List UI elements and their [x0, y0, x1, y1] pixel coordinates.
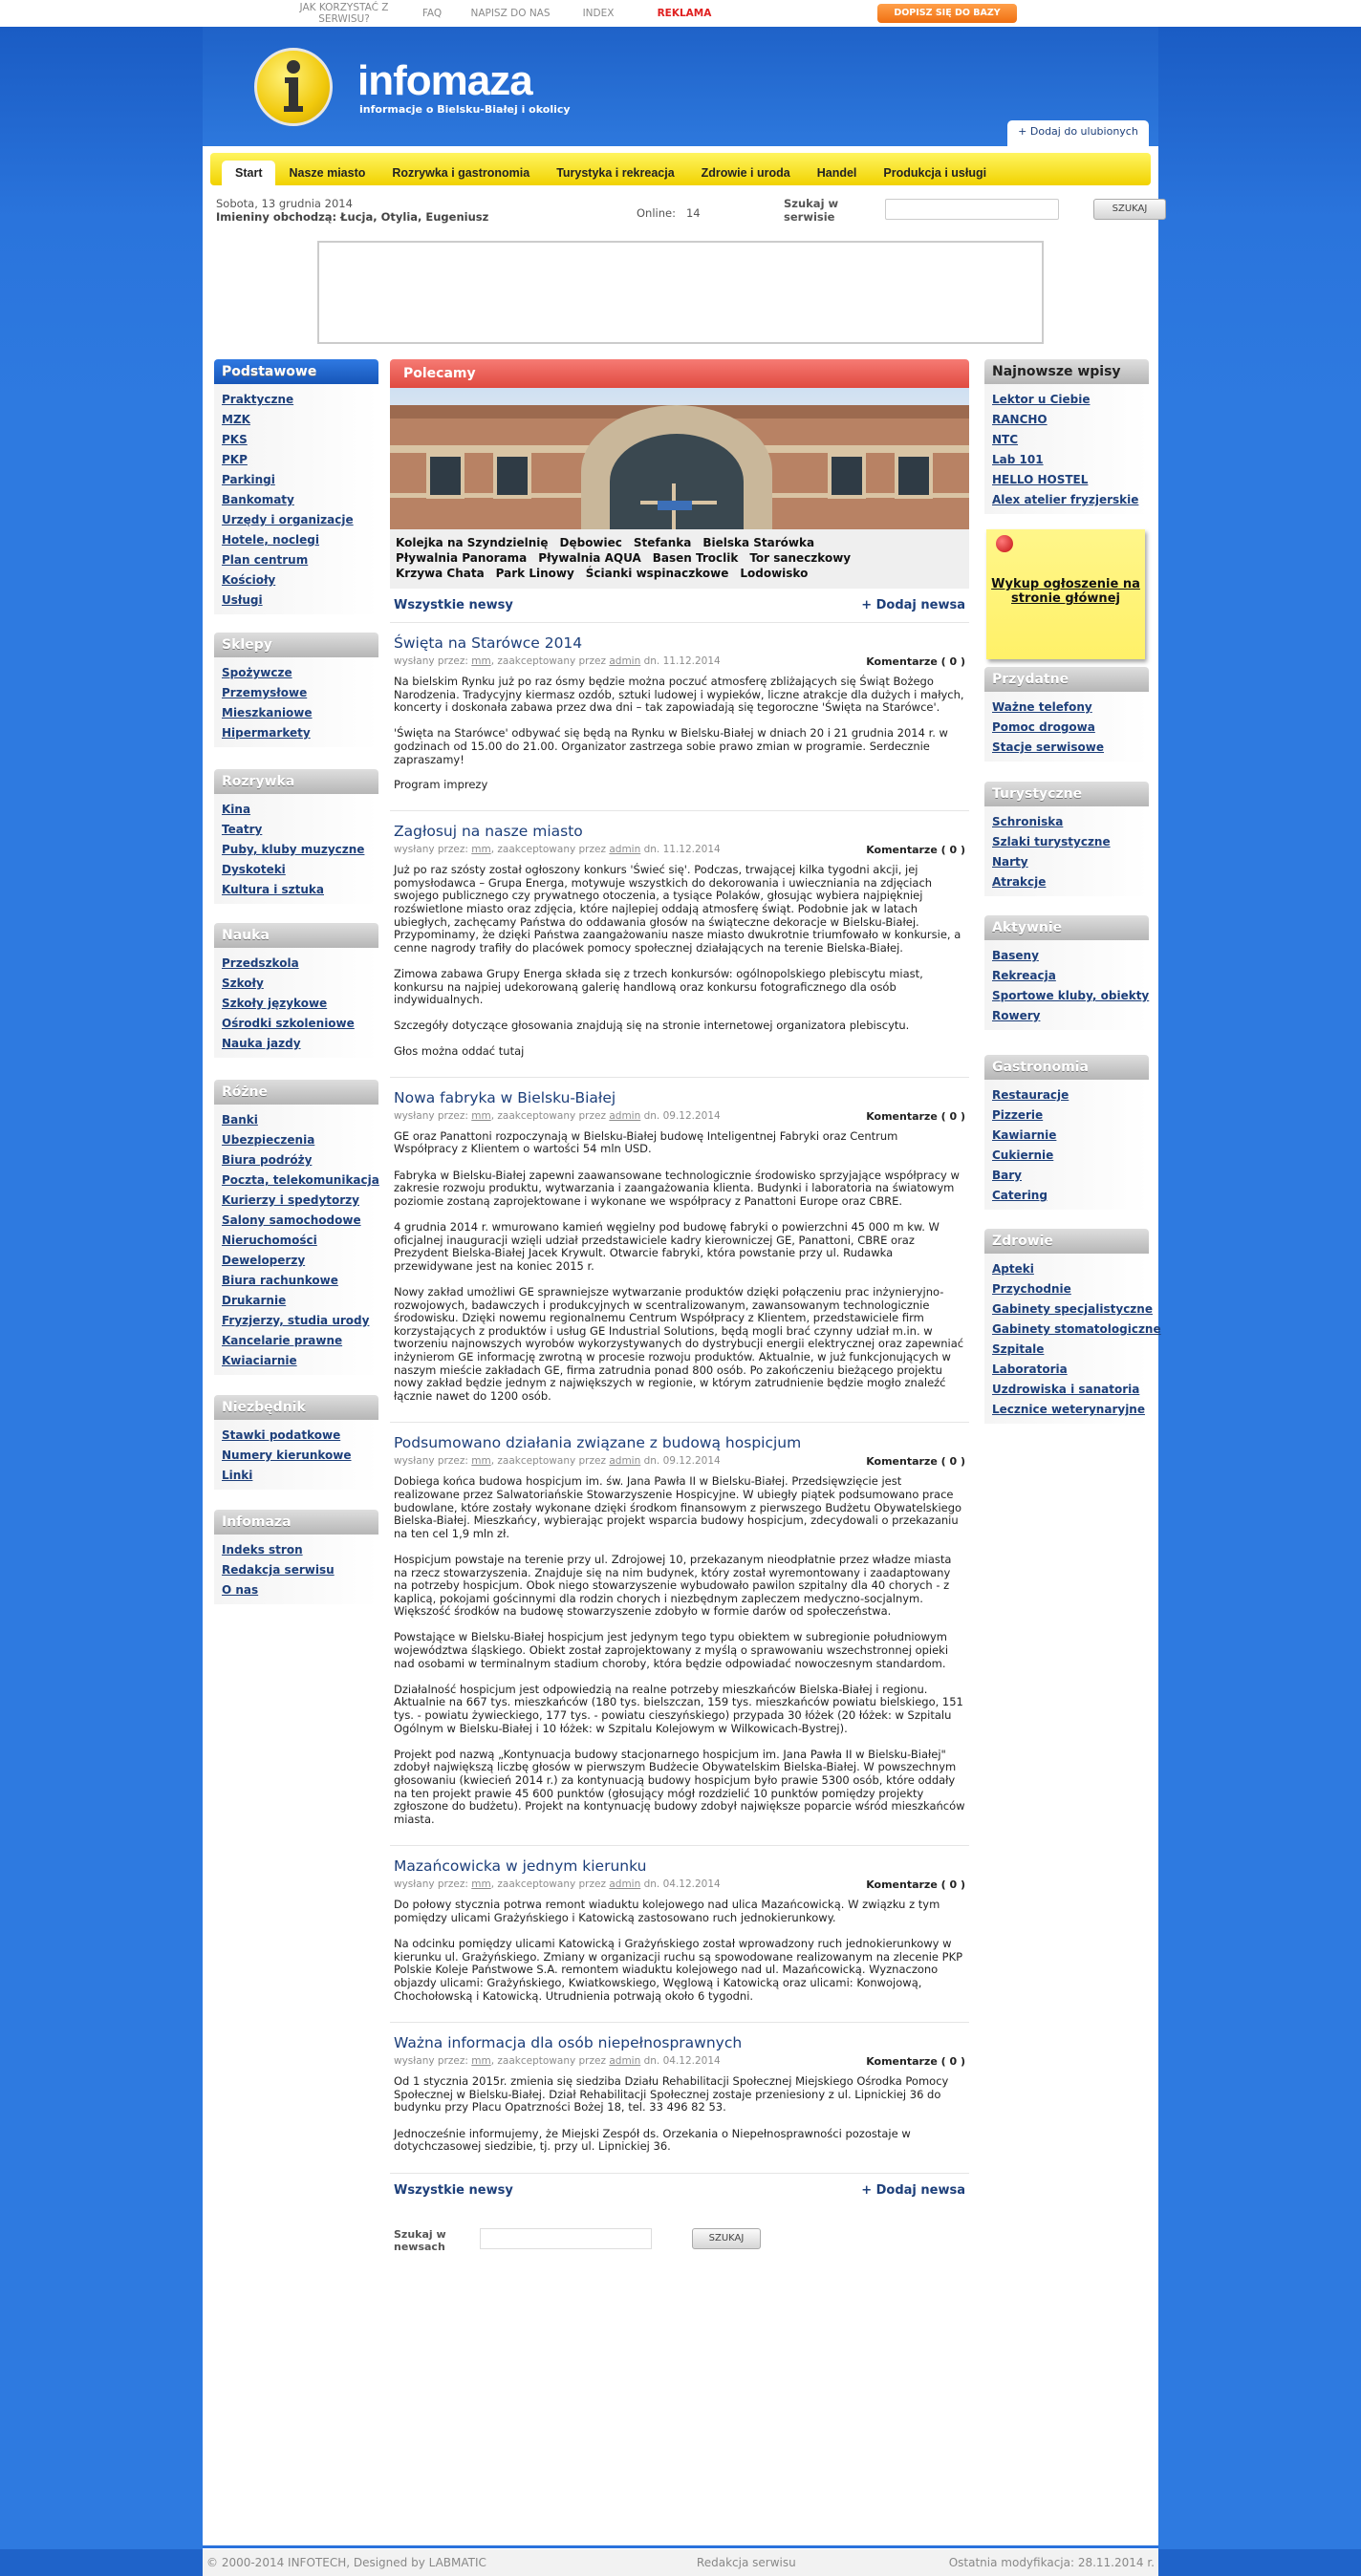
- topnav-contact[interactable]: NAPISZ DO NAS: [470, 8, 551, 19]
- right-link-lab-101[interactable]: Lab 101: [992, 453, 1044, 466]
- news-body: Na bielskim Rynku już po raz ósmy będzie można poczuć atmosferę zbliżających się Świąt Bożego Narodzenia. Tradycyjny kiermasz ozdób, sztuki ludowej i wypieków, liczne atrakcje dla dużych i małych, koncerty i doskonała zabawa przez dwa dni – tak zapowiadają się tegoroczne 'Święta na Starówce'. 'Święta na Starówce' odbywać się będą na Rynku w Bielsku-Białej w dniach 20 i 21 grudnia 2014 r. w godzinach od 15.00 do 21.00. Organizator zastrzega sobie prawo zmian w programie. Serdecznie zapraszamy!: [394, 675, 964, 766]
- polecamy-link-park-linowy[interactable]: Park Linowy: [495, 567, 574, 580]
- right-link-lektor-u-ciebie[interactable]: Lektor u Ciebie: [992, 393, 1091, 406]
- news-author-link[interactable]: mm: [471, 1455, 491, 1468]
- left-link-puby-kluby-muzyczne[interactable]: Puby, kluby muzyczne: [222, 843, 365, 856]
- polecamy-link-debowiec[interactable]: Dębowiec: [559, 536, 622, 549]
- left-link-linki[interactable]: Linki: [222, 1469, 253, 1482]
- right-link-schroniska[interactable]: Schroniska: [992, 815, 1064, 828]
- site-logo-text[interactable]: infomaza: [357, 57, 532, 104]
- left-link-nauka-jazdy[interactable]: Nauka jazdy: [222, 1037, 301, 1050]
- news-search: [390, 2221, 969, 2278]
- right-link-baseny[interactable]: Baseny: [992, 949, 1039, 962]
- right-box-title: Aktywnie: [984, 915, 1149, 940]
- right-box-title: Zdrowie: [984, 1229, 1149, 1254]
- news-meta: wysłany przez: mm, zaakceptowany przez admin dn. 04.12.2014 Komentarze ( 0 ): [394, 1878, 965, 1892]
- news-item: [390, 810, 969, 1077]
- left-link-kultura-i-sztuka[interactable]: Kultura i sztuka: [222, 883, 324, 896]
- left-link-banki[interactable]: Banki: [222, 1113, 258, 1127]
- left-link-koscioly[interactable]: Kościoły: [222, 573, 276, 587]
- right-link-gabinety-specjalistyczne[interactable]: Gabinety specjalistyczne: [992, 1302, 1153, 1316]
- current-date: Sobota, 13 grudnia 2014: [216, 197, 353, 210]
- news-body: Do połowy stycznia potrwa remont wiaduktu kolejowego nad ulica Mazańcowicką. W związku z tym pomiędzy ulicami Grażyńskiego i Katowicką zastosowano ruch jednokierunkowy. Na odcinku pomiędzy ulicami Katowicką i Grażyńskiego został wprowadzony ruch jednokierunkowy w kierunku ul. Grażyńskiego. Zmiany w organizacji ruchu są spowodowane realizowanym na zlecenie PKP Polskie Koleje Państwowe S.A. remontem wiaduktu kolejowego nad ul. Mazańcowicką. Wyznaczono objazdy ulicami: Grażyńskiego, Kwiatkowskiego, Węglową i Katowicką oraz ulicami: Konwojową, Chochołowską i Katowicką. Utrudnienia potrwają około 6 tygodni.: [394, 1898, 963, 2003]
- right-link-pizzerie[interactable]: Pizzerie: [992, 1108, 1044, 1122]
- right-link-kawiarnie[interactable]: Kawiarnie: [992, 1128, 1057, 1142]
- left-link-uslugi[interactable]: Usługi: [222, 593, 263, 607]
- tab-handel[interactable]: Handel: [816, 166, 857, 180]
- news-meta: wysłany przez: mm, zaakceptowany przez admin dn. 11.12.2014 Komentarze ( 0 ): [394, 844, 965, 857]
- left-link-numery-kierunkowe[interactable]: Numery kierunkowe: [222, 1449, 352, 1462]
- left-box-title: Infomaza: [214, 1510, 378, 1535]
- right-link-apteki[interactable]: Apteki: [992, 1262, 1034, 1276]
- right-link-sportowe-kluby-obiekty[interactable]: Sportowe kluby, obiekty: [992, 989, 1150, 1002]
- right-link-szlaki-turystyczne[interactable]: Szlaki turystyczne: [992, 835, 1111, 848]
- left-link-hipermarkety[interactable]: Hipermarkety: [222, 726, 311, 740]
- left-link-kina[interactable]: Kina: [222, 803, 251, 816]
- left-link-poczta-telekomunikacja[interactable]: Poczta, telekomunikacja: [222, 1173, 379, 1187]
- add-news-link-bottom[interactable]: + Dodaj newsa: [861, 2182, 965, 2198]
- news-comments-link[interactable]: Komentarze ( 0 ): [866, 1455, 965, 1469]
- news-admin-link[interactable]: admin: [609, 1109, 641, 1122]
- right-link-wazne-telefony[interactable]: Ważne telefony: [992, 700, 1092, 714]
- right-link-uzdrowiska-i-sanatoria[interactable]: Uzdrowiska i sanatoria: [992, 1383, 1140, 1396]
- news-title[interactable]: Święta na Starówce 2014: [394, 634, 583, 652]
- right-link-alex-atelier-fryzjerskie[interactable]: Alex atelier fryzjerskie: [992, 493, 1139, 506]
- left-link-fryzjerzy-studia-urody[interactable]: Fryzjerzy, studia urody: [222, 1314, 370, 1327]
- right-box-gastronomia: [984, 1055, 1149, 1210]
- add-news-link[interactable]: + Dodaj newsa: [861, 598, 965, 612]
- topnav-index[interactable]: INDEX: [582, 8, 615, 19]
- info-bar: [216, 197, 1149, 227]
- polecamy-links: [390, 529, 969, 589]
- news-body: Już po raz szósty został ogłoszony konkurs 'Świeć się'. Podczas, trwającej kilka tygodni akcji, jej pomysłodawca – Grupa Energa, motywuje wszystkich do dekorowania i uwieczniania na zdjęciach swojego publicznego czy prywatnego otoczenia, a tysiące Polaków, głosując wybiera najpiękniej rozświetlone miasto oraz zdjęcia, które najlepiej oddają atmosferę świąt. Podobnie jak w latach ubiegłych, zachęcamy Państwa do oddawania głosów na świąteczne dekoracje w Bielsku-Białej. Przypominamy, że dzięki Państwa zaangażowaniu nasze miasto dwukrotnie triumfowało w konkursie, a cenne nagrody trafiły do placówek pomocy społecznej działających na terenie Bielska-Białej. Zimowa zabawa Grupy Energa składa się z trzech konkursów: ogólnopolskiego plebiscytu miast, konkursu na najpiej udekorowaną galerię handlową oraz konkursu fotograficznego dla osób indywidualnych. Szczegóły dotyczące głosowania znajdują się na stronie internetowej organizatora plebiscytu.: [394, 863, 961, 1033]
- pin-icon: [996, 535, 1013, 552]
- polecamy-link-bielska-starowka[interactable]: Bielska Starówka: [702, 536, 815, 549]
- news-title[interactable]: Podsumowano działania związane z budową hospicjum: [394, 1434, 802, 1452]
- news-author-link[interactable]: mm: [471, 655, 491, 667]
- right-link-catering[interactable]: Catering: [992, 1189, 1048, 1202]
- left-link-deweloperzy[interactable]: Deweloperzy: [222, 1254, 306, 1267]
- right-box-turystyczne: [984, 782, 1149, 896]
- postit-ad[interactable]: [986, 529, 1145, 659]
- tab-turystyka[interactable]: Turystyka i rekreacja: [556, 166, 675, 180]
- postit-text[interactable]: Wykup ogłoszenie na stronie głównej: [991, 577, 1140, 606]
- news-body: Od 1 stycznia 2015r. zmienia się siedziba Działu Rehabilitacji Społecznej Miejskiego Ośrodka Pomocy Społecznej w Bielsku-Białej. Dział Rehabilitacji Społecznej zostaje przeniesiony z ul. Lipnickiej 36 do budynku przy Placu Opatrzności Bożej 18, tel. 33 496 82 53. Jednocześnie informujemy, że Miejski Zespół ds. Orzekania o Niepełnosprawności pozostaje w dotychczasowej siedzibie, tj. przy ul. Lipnickiej 36.: [394, 2074, 949, 2154]
- news-item: [390, 1077, 969, 1422]
- news-comments-link[interactable]: Komentarze ( 0 ): [866, 1109, 965, 1123]
- footer: [203, 2549, 1158, 2576]
- right-link-gabinety-stomatologiczne[interactable]: Gabinety stomatologiczne: [992, 1322, 1161, 1336]
- left-box-infomaza: [214, 1510, 378, 1604]
- left-link-biura-podrozy[interactable]: Biura podróży: [222, 1153, 313, 1167]
- right-link-rowery[interactable]: Rowery: [992, 1009, 1041, 1022]
- left-link-stawki-podatkowe[interactable]: Stawki podatkowe: [222, 1428, 341, 1442]
- news-search-label: Szukaj w newsach: [394, 2227, 446, 2253]
- news-title[interactable]: Mazańcowicka w jednym kierunku: [394, 1857, 647, 1876]
- polecamy-link-tor-saneczkowy[interactable]: Tor saneczkowy: [749, 551, 852, 565]
- news-title[interactable]: Ważna informacja dla osób niepełnosprawnych: [394, 2034, 743, 2052]
- right-box-title: Przydatne: [984, 667, 1149, 692]
- right-box-title: Turystyczne: [984, 782, 1149, 806]
- left-box-title: Niezbędnik: [214, 1395, 378, 1420]
- news-item: [390, 2022, 969, 2173]
- header: [203, 27, 1158, 146]
- right-link-rekreacja[interactable]: Rekreacja: [992, 969, 1056, 982]
- online-counter: Online: 14: [637, 206, 701, 220]
- left-link-przemyslowe[interactable]: Przemysłowe: [222, 686, 308, 699]
- left-link-osrodki-szkoleniowe[interactable]: Ośrodki szkoleniowe: [222, 1017, 355, 1030]
- right-link-hello-hostel[interactable]: HELLO HOSTEL: [992, 473, 1089, 486]
- news-body: Dobiega końca budowa hospicjum im. św. Jana Pawła II w Bielsku-Białej. Przedsięwzięcie jest realizowane przez Salwatoriańskie Stowarzyszenie Hospicyjne. W ubiegły piątek podsumowano prace budowlane, które zostały wykonane dzięki środkom finansowym z pierwszego Budżetu Obywatelskiego Bielska-Białej. Mieszkańcy, wybierając projekt wsparcia budowy hospicjum, zdecydowali o przekazaniu na ten cel 1,9 mln zł. Hospicjum powstaje na terenie przy ul. Zdrojowej 10, przekazanym nieodpłatnie przez władze miasta na rzecz stowarzyszenia. Znajduje się na nim budynek, który został wyremontowany i zaadaptowany na potrzeby hospicjum. Obok niego stowarzyszenie wybudowało pawilon szpitalny dla 40 chorych - z kaplicą, pokojami gościnnymi dla rodzin chorych i niezbędnym zapleczem medyczno-socjalnym. Większość środków na budowę stowarzyszenie zdobyło w formie darów od społeczeństwa. Powstające w Bielsku-Białej hospicjum jest jedynym tego typu obiektem w subregionie południowym województwa śląskiego. Obiekt został zaprojektowany z myślą o sprawowaniu wszechstronnej opieki nad osobami w terminalnym stadium choroby, która będzie odpowiadać nowoczesnym standardom. Działalność hospicjum jest odpowiedzią na realne potrzeby mieszkańców Bielska-Białej i regionu. Aktualnie na 667 tys. mieszkańców (180 tys. bielszczan, 159 tys. mieszkańców powiatu bielskiego, 151 tys. - powiatu żywieckiego, 177 tys. - powiatu cieszyńskiego) przypada 30 łóżek (20 łóżek: w Szpitalu Ogólnym w Bielsku-Białej i 10 łóżek: w Szpitalu Kolejowym w Wilkowicach-Bystrej). Projekt pod nazwą „Kontynuacja budowy stacjonarnego hospicjum im. Jana Pawła II w Bielsku-Białej" zdobył największą liczbę głosów w pierwszym Budżecie Obywatelskim Bielska-Białej. W powszechnym głosowaniu (kwiecień 2014 r.) za kontynuacją budowy hospicjum było prawie 5300 osób, które oddały na ten projekt prawie 45 600 punktów (głosujący mógł rozdzielić 10 punktów pomiędzy projekty zgłoszone do budżetu). Projekt na kontynuację budowy zdobył największe poparcie wśród mieszkańców miasta.: [394, 1474, 965, 1826]
- left-link-kancelarie-prawne[interactable]: Kancelarie prawne: [222, 1334, 343, 1347]
- news-item: [390, 1845, 969, 2022]
- right-link-przychodnie[interactable]: Przychodnie: [992, 1282, 1071, 1296]
- main-menu: [210, 153, 1151, 185]
- right-box-title: Najnowsze wpisy: [984, 359, 1149, 384]
- news-admin-link[interactable]: admin: [609, 844, 641, 856]
- left-box-title: Rozrywka: [214, 769, 378, 794]
- right-link-rancho[interactable]: RANCHO: [992, 413, 1048, 426]
- right-link-ntc[interactable]: NTC: [992, 433, 1019, 446]
- left-link-urzedy-i-organizacje[interactable]: Urzędy i organizacje: [222, 513, 354, 526]
- left-link-kurierzy-i-spedytorzy[interactable]: Kurierzy i spedytorzy: [222, 1193, 359, 1207]
- namedays: Imieniny obchodzą: Łucja, Otylia, Eugeniusz: [216, 210, 489, 224]
- news-admin-link[interactable]: admin: [609, 2055, 641, 2068]
- news-meta: wysłany przez: mm, zaakceptowany przez admin dn. 09.12.2014 Komentarze ( 0 ): [394, 1109, 965, 1123]
- news-item: [390, 622, 969, 810]
- left-link-przedszkola[interactable]: Przedszkola: [222, 956, 299, 970]
- news-nav-top: [390, 589, 969, 622]
- left-box-title: Nauka: [214, 923, 378, 948]
- left-link-teatry[interactable]: Teatry: [222, 823, 263, 836]
- left-link-szkoly[interactable]: Szkoły: [222, 977, 264, 990]
- left-link-o-nas[interactable]: O nas: [222, 1583, 259, 1597]
- right-link-szpitale[interactable]: Szpitale: [992, 1342, 1045, 1356]
- right-box-title: Gastronomia: [984, 1055, 1149, 1080]
- polecamy-link-plywalnia-panorama[interactable]: Pływalnia Panorama: [396, 551, 528, 565]
- tab-start[interactable]: Start: [222, 161, 275, 185]
- left-box-rozne: [214, 1080, 378, 1375]
- logo-icon: [254, 48, 333, 126]
- right-link-cukiernie[interactable]: Cukiernie: [992, 1148, 1054, 1162]
- news-admin-link[interactable]: admin: [609, 1878, 641, 1891]
- left-box-niezbednik: [214, 1395, 378, 1490]
- news-title[interactable]: Nowa fabryka w Bielsku-Białej: [394, 1088, 616, 1106]
- tab-rozrywka[interactable]: Rozrywka i gastronomia: [392, 166, 530, 180]
- right-box-najnowsze-wpisy: [984, 359, 1149, 514]
- main-content: [390, 359, 969, 2278]
- polecamy-link-scianki-wspinaczkowe[interactable]: Ścianki wspinaczkowe: [585, 567, 729, 580]
- right-link-lecznice-weterynaryjne[interactable]: Lecznice weterynaryjne: [992, 1403, 1145, 1416]
- polecamy-link-basen-troclik[interactable]: Basen Troclik: [652, 551, 739, 565]
- footer-modified: Ostatnia modyfikacja: 28.11.2014 r.: [948, 2556, 1155, 2569]
- right-link-atrakcje[interactable]: Atrakcje: [992, 875, 1047, 889]
- left-link-plan-centrum[interactable]: Plan centrum: [222, 553, 309, 567]
- right-link-laboratoria[interactable]: Laboratoria: [992, 1363, 1068, 1376]
- left-link-pkp[interactable]: PKP: [222, 453, 248, 466]
- tab-zdrowie[interactable]: Zdrowie i uroda: [701, 166, 790, 180]
- right-link-pomoc-drogowa[interactable]: Pomoc drogowa: [992, 720, 1095, 734]
- news-body: GE oraz Panattoni rozpoczynają w Bielsku-Białej budowę Inteligentnej Fabryki oraz Centrum Współpracy z Klientem o wartości 54 mln USD. Fabryka w Bielsku-Białej zapewni zaawansowane technologicznie środowisko sprzyjające współpracy w zakresie rozwoju produktu, wytwarzania i zaangażowania klienta. Budynki i laboratoria na światowym poziomie zostaną zaprojektowane i wykonane we współpracy z Panattoni Europe oraz CBRE. 4 grudnia 2014 r. wmurowano kamień węgielny pod budowę fabryki o powierzchni 45 000 m kw. W oficjalnej inauguracji wzięli udział przedstawiciele kadry kierowniczej GE, Panattoni, CBRE oraz Prezydent Bielska-Białej Jacek Krywult. Otwarcie fabryki, która powstanie przy ul. Rudawka przewidywane jest na koniec 2015 r. Nowy zakład umożliwi GE sprawniejsze wytwarzanie produktów dzięki połączeniu prac inżynieryjno-rozwojowych, badawczych i produkcyjnych w scentralizowanym, zawansowanym technologicznie środowisku. Dzięki nowemu regionalnemu Centrum Współpracy z Klientem, przedstawiciele firm korzystających z produktów i usług GE Industrial Solutions, będą mogli brać czynny udział m.in. w tworzeniu najnowszych wyrobów wykorzystywanych do dystrybucji energii elektrycznej oraz zapewniać inżynierom GE informację zwrotną w procesie rozwoju produktów. Aktualnie, w już funkcjonujących w naszym mieście zakładach GE, firma zatrudnia ponad 800 osób. Po zakończeniu bieżącego projektu nowy zakład będzie jednym z największych w regionie, w którym zatrudnienie będzie mogło znaleźć łącznie nawet do 1200 osób.: [394, 1128, 964, 1403]
- footer-editorial-link[interactable]: Redakcja serwisu: [696, 2556, 796, 2569]
- all-news-link[interactable]: Wszystkie newsy: [394, 598, 513, 612]
- news-admin-link[interactable]: admin: [609, 1455, 641, 1468]
- right-box-przydatne: [984, 667, 1149, 762]
- left-link-mzk[interactable]: MZK: [222, 413, 250, 426]
- search-input[interactable]: [885, 199, 1059, 220]
- left-link-pks[interactable]: PKS: [222, 433, 248, 446]
- left-link-ubezpieczenia[interactable]: Ubezpieczenia: [222, 1133, 315, 1147]
- left-link-salony-samochodowe[interactable]: Salony samochodowe: [222, 1213, 361, 1227]
- news-author-link[interactable]: mm: [471, 1878, 491, 1891]
- left-box-title: Sklepy: [214, 633, 378, 657]
- polecamy-link-kolejka-na-szyndzielnie[interactable]: Kolejka na Szyndzielnię: [396, 536, 549, 549]
- polecamy-link-lodowisko[interactable]: Lodowisko: [740, 567, 809, 580]
- polecamy-link-plywalnia-aqua[interactable]: Pływalnia AQUA: [538, 551, 641, 565]
- left-link-biura-rachunkowe[interactable]: Biura rachunkowe: [222, 1274, 338, 1287]
- news-meta: wysłany przez: mm, zaakceptowany przez admin dn. 04.12.2014 Komentarze ( 0 ): [394, 2055, 965, 2069]
- news-nav-bottom: [390, 2173, 969, 2207]
- tab-produkcja[interactable]: Produkcja i usługi: [883, 166, 987, 180]
- news-comments-link[interactable]: Komentarze ( 0 ): [866, 655, 965, 668]
- news-admin-link[interactable]: admin: [609, 655, 641, 667]
- news-comments-link[interactable]: Komentarze ( 0 ): [866, 1878, 965, 1892]
- left-box-title: Różne: [214, 1080, 378, 1105]
- news-extra-link[interactable]: Program imprezy: [394, 778, 488, 792]
- news-comments-link[interactable]: Komentarze ( 0 ): [866, 844, 965, 857]
- add-to-database-button[interactable]: DOPISZ SIĘ DO BAZY: [877, 4, 1017, 23]
- left-link-indeks-stron[interactable]: Indeks stron: [222, 1543, 303, 1556]
- right-box-aktywnie: [984, 915, 1149, 1030]
- left-link-kwiaciarnie[interactable]: Kwiaciarnie: [222, 1354, 297, 1367]
- right-link-narty[interactable]: Narty: [992, 855, 1028, 869]
- right-link-bary[interactable]: Bary: [992, 1169, 1022, 1182]
- topnav-how-to[interactable]: JAK KORZYSTAĆ Z SERWISU?: [299, 2, 389, 25]
- left-box-title: Podstawowe: [214, 359, 378, 384]
- news-author-link[interactable]: mm: [471, 2055, 491, 2068]
- footer-copyright: © 2000-2014 INFOTECH, Designed by LABMATIC: [206, 2556, 486, 2569]
- left-link-dyskoteki[interactable]: Dyskoteki: [222, 863, 286, 876]
- polecamy-header: Polecamy: [390, 359, 969, 388]
- search-label: Szukaj w serwisie: [784, 197, 839, 224]
- polecamy-image[interactable]: [390, 388, 969, 529]
- news-title[interactable]: Zagłosuj na nasze miasto: [394, 823, 583, 841]
- left-box-sklepy: [214, 633, 378, 747]
- left-link-hotele-noclegi[interactable]: Hotele, noclegi: [222, 533, 320, 547]
- left-link-nieruchomosci[interactable]: Nieruchomości: [222, 1234, 317, 1247]
- left-link-bankomaty[interactable]: Bankomaty: [222, 493, 294, 506]
- news-author-link[interactable]: mm: [471, 844, 491, 856]
- left-link-mieszkaniowe[interactable]: Mieszkaniowe: [222, 706, 313, 719]
- left-box-podstawowe: [214, 359, 378, 614]
- left-link-praktyczne[interactable]: Praktyczne: [222, 393, 294, 406]
- left-link-spozywcze[interactable]: Spożywcze: [222, 666, 292, 679]
- left-link-drukarnie[interactable]: Drukarnie: [222, 1294, 287, 1307]
- news-extra-link[interactable]: Głos można oddać tutaj: [394, 1043, 525, 1058]
- search-button[interactable]: SZUKAJ: [1093, 199, 1166, 220]
- right-link-stacje-serwisowe[interactable]: Stacje serwisowe: [992, 741, 1105, 754]
- left-link-szkoly-jezykowe[interactable]: Szkoły językowe: [222, 997, 328, 1010]
- news-comments-link[interactable]: Komentarze ( 0 ): [866, 2055, 965, 2069]
- all-news-link-bottom[interactable]: Wszystkie newsy: [394, 2182, 513, 2198]
- topnav-reklama[interactable]: REKLAMA: [657, 8, 712, 19]
- topnav-faq[interactable]: FAQ: [421, 8, 443, 19]
- news-meta: wysłany przez: mm, zaakceptowany przez admin dn. 11.12.2014 Komentarze ( 0 ): [394, 655, 965, 668]
- news-search-input[interactable]: [480, 2228, 652, 2249]
- news-meta: wysłany przez: mm, zaakceptowany przez admin dn. 09.12.2014 Komentarze ( 0 ): [394, 1455, 965, 1469]
- left-link-parkingi[interactable]: Parkingi: [222, 473, 275, 486]
- news-item: [390, 1422, 969, 1845]
- tab-nasze-miasto[interactable]: Nasze miasto: [289, 166, 366, 180]
- news-author-link[interactable]: mm: [471, 1109, 491, 1122]
- add-to-favorites-link[interactable]: + Dodaj do ulubionych: [1007, 120, 1149, 147]
- left-box-nauka: [214, 923, 378, 1058]
- left-link-redakcja-serwisu[interactable]: Redakcja serwisu: [222, 1563, 335, 1577]
- polecamy-link-stefanka[interactable]: Stefanka: [633, 536, 692, 549]
- polecamy-link-krzywa-chata[interactable]: Krzywa Chata: [396, 567, 485, 580]
- right-box-zdrowie: [984, 1229, 1161, 1424]
- news-search-button[interactable]: SZUKAJ: [692, 2228, 761, 2249]
- left-box-rozrywka: [214, 769, 378, 904]
- ad-banner[interactable]: [317, 241, 1044, 344]
- site-tagline: informacje o Bielsku-Białej i okolicy: [359, 103, 571, 116]
- right-link-restauracje[interactable]: Restauracje: [992, 1088, 1069, 1102]
